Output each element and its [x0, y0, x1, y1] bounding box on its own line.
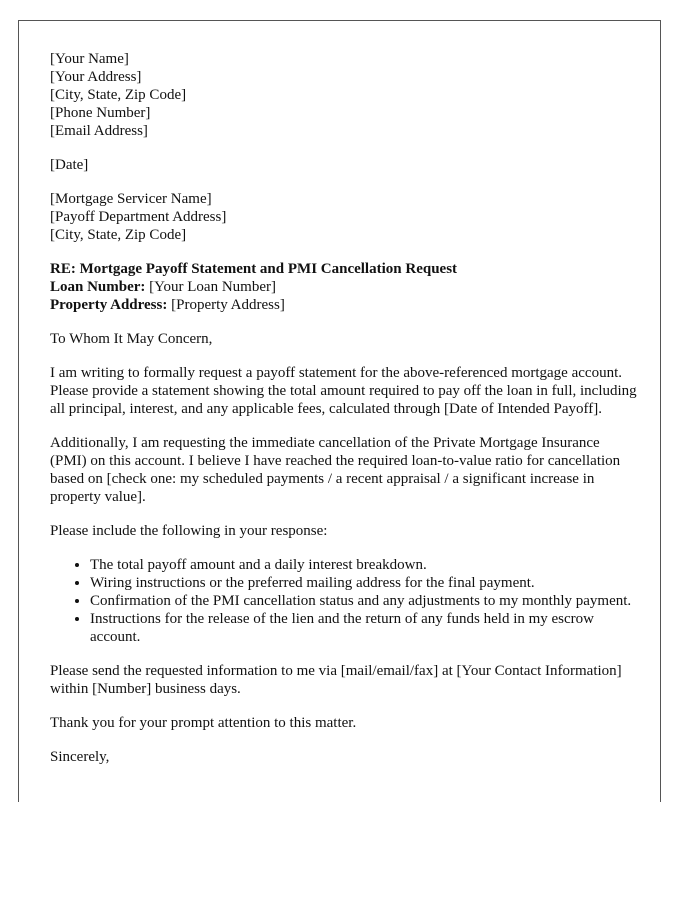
loan-number-line: [50, 278, 640, 296]
sender-phone: [Phone Number]: [50, 105, 151, 121]
sender-address: [Your Address]: [50, 69, 142, 85]
loan-number-value: [Your Loan Number]: [145, 279, 276, 295]
letter-page: [18, 20, 661, 802]
re-subject-text: RE: Mortgage Payoff Statement and PMI Cancellation Request: [50, 261, 458, 277]
list-item: • Instructions for the release of the lien and the return of any funds held in my escrow account.: [90, 610, 640, 646]
re-block: [50, 260, 640, 314]
re-subject: [50, 260, 640, 278]
list-item: • The total payoff amount and a daily interest breakdown.: [90, 556, 640, 574]
signoff: Sincerely,: [50, 749, 110, 765]
sender-city-state-zip: [City, State, Zip Code]: [50, 87, 187, 103]
property-address-value: [Property Address]: [167, 297, 285, 313]
paragraph-thank-you: Thank you for your prompt attention to this matter.: [50, 715, 357, 731]
paragraph-send-info: Please send the requested information to me via [mail/email/fax] at [Your Contact Information] within [Number] business days.: [50, 663, 622, 697]
sender-block: [50, 50, 640, 140]
sender-email: [Email Address]: [50, 123, 148, 139]
recipient-name: [Mortgage Servicer Name]: [50, 191, 212, 207]
recipient-block: [50, 190, 640, 244]
requested-items-list: [50, 556, 640, 646]
property-address-line: [50, 296, 640, 314]
list-item: • Confirmation of the PMI cancellation status and any adjustments to my monthly payment.: [90, 592, 640, 610]
loan-number-label: Loan Number:: [50, 279, 146, 295]
list-item: • Wiring instructions or the preferred mailing address for the final payment.: [90, 574, 640, 592]
letter-body: [50, 50, 640, 782]
paragraph-payoff-request: I am writing to formally request a payoff statement for the above-referenced mortgage account. Please provide a statement showing the total amount required to pay off the loan in full, including all principal, interest, and any applicable fees, calculated through [Date of Intended Payoff].: [50, 365, 637, 417]
sender-name: [Your Name]: [50, 51, 129, 67]
letter-date: [Date]: [50, 157, 89, 173]
property-address-label: Property Address:: [50, 297, 168, 313]
paragraph-include-intro: Please include the following in your response:: [50, 523, 328, 539]
recipient-city-state-zip: [City, State, Zip Code]: [50, 227, 187, 243]
paragraph-pmi-cancellation: Additionally, I am requesting the immediate cancellation of the Private Mortgage Insurance (PMI) on this account. I believe I have reached the required loan-to-value ratio for cancellation based on [check one: my scheduled payments / a recent appraisal / a significant increase in property value].: [50, 435, 621, 505]
salutation: To Whom It May Concern,: [50, 331, 213, 347]
recipient-address: [Payoff Department Address]: [50, 209, 227, 225]
date-block: [50, 156, 640, 174]
